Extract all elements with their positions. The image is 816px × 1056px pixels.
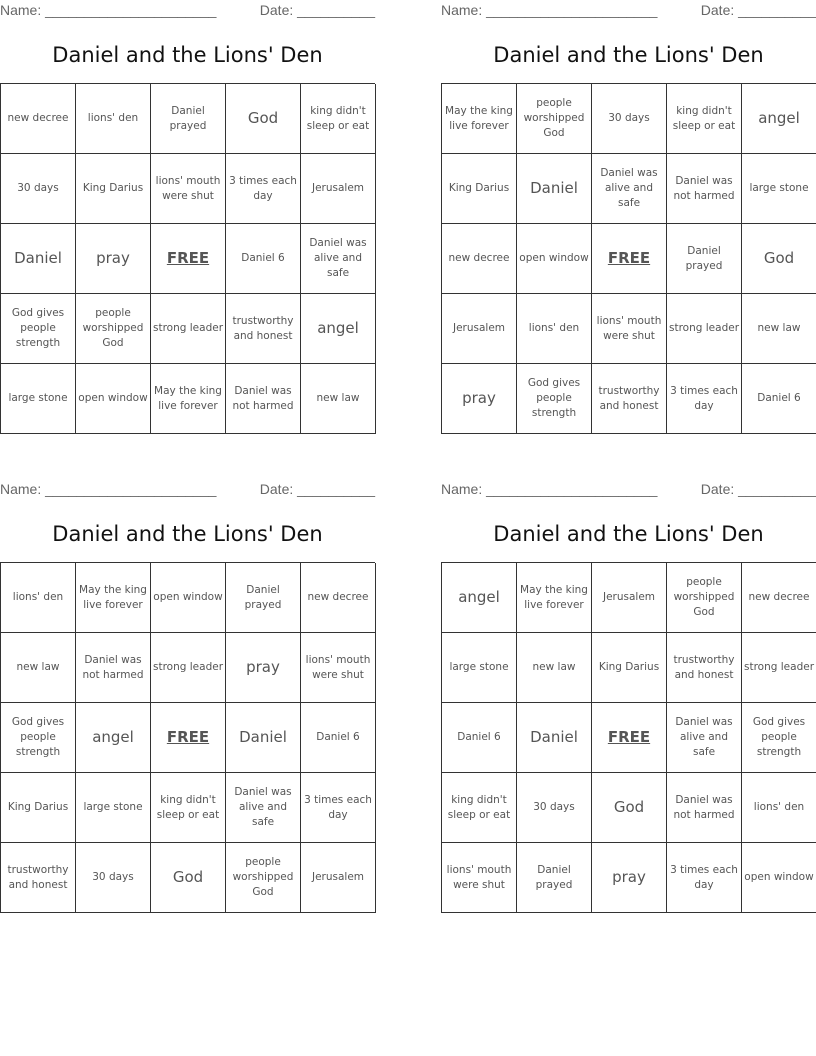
bingo-grid	[441, 83, 816, 434]
bingo-cell: 3 times each day	[301, 773, 376, 843]
bingo-cell: Daniel was not harmed	[667, 154, 742, 224]
bingo-cell: Jerusalem	[592, 563, 667, 633]
bingo-cell: open window	[517, 224, 592, 294]
date-field-label: Date: __________	[259, 481, 375, 497]
bingo-cell: God gives people strength	[742, 703, 816, 773]
bingo-cell: Daniel was alive and safe	[226, 773, 301, 843]
name-date-line	[0, 0, 375, 22]
name-field-label: Name: ______________________	[441, 2, 658, 18]
bingo-cell: new law	[1, 633, 76, 703]
bingo-card-4	[441, 479, 816, 891]
bingo-cell: God	[742, 224, 816, 294]
bingo-cell: Daniel 6	[226, 224, 301, 294]
bingo-cell: Daniel prayed	[667, 224, 742, 294]
bingo-cell: pray	[592, 843, 667, 913]
bingo-cell: open window	[742, 843, 816, 913]
bingo-cell: angel	[742, 84, 816, 154]
date-field-label: Date: __________	[700, 2, 816, 18]
bingo-cell: God	[151, 843, 226, 913]
bingo-cell: Daniel was alive and safe	[667, 703, 742, 773]
bingo-cell: 3 times each day	[667, 843, 742, 913]
bingo-cell: new law	[517, 633, 592, 703]
bingo-cell: people worshipped God	[76, 294, 151, 364]
bingo-cell: Daniel	[1, 224, 76, 294]
bingo-cell: angel	[442, 563, 517, 633]
bingo-cell: king didn't sleep or eat	[151, 773, 226, 843]
card-title: Daniel and the Lions' Den	[493, 522, 764, 546]
bingo-cell: King Darius	[1, 773, 76, 843]
date-field-label: Date: __________	[259, 2, 375, 18]
bingo-cell: king didn't sleep or eat	[667, 84, 742, 154]
bingo-cell: lions' den	[1, 563, 76, 633]
bingo-cell: Daniel was not harmed	[76, 633, 151, 703]
bingo-cell: 30 days	[517, 773, 592, 843]
bingo-cell: 30 days	[1, 154, 76, 224]
bingo-cell: Daniel was alive and safe	[301, 224, 376, 294]
bingo-cell: lions' den	[517, 294, 592, 364]
bingo-cell: Daniel 6	[742, 364, 816, 434]
bingo-grid	[0, 83, 375, 434]
bingo-cell: Daniel was not harmed	[226, 364, 301, 434]
bingo-cell: Daniel 6	[301, 703, 376, 773]
bingo-cell: new law	[301, 364, 376, 434]
bingo-card-2	[441, 0, 816, 419]
free-space-cell: FREE	[151, 703, 226, 773]
bingo-cell: new decree	[1, 84, 76, 154]
bingo-cell: Daniel prayed	[151, 84, 226, 154]
bingo-cell: lions' den	[742, 773, 816, 843]
bingo-cell: open window	[151, 563, 226, 633]
bingo-cell: Jerusalem	[301, 154, 376, 224]
bingo-cell: strong leader	[151, 633, 226, 703]
bingo-cell: new decree	[742, 563, 816, 633]
bingo-cell: Jerusalem	[442, 294, 517, 364]
bingo-cell: large stone	[1, 364, 76, 434]
bingo-cell: pray	[76, 224, 151, 294]
bingo-cell: lions' mouth were shut	[442, 843, 517, 913]
name-field-label: Name: ______________________	[0, 481, 217, 497]
bingo-cell: Daniel prayed	[226, 563, 301, 633]
bingo-cell: trustworthy and honest	[1, 843, 76, 913]
name-field-label: Name: ______________________	[0, 2, 217, 18]
bingo-cell: May the king live forever	[76, 563, 151, 633]
bingo-cell: Jerusalem	[301, 843, 376, 913]
bingo-cell: trustworthy and honest	[592, 364, 667, 434]
bingo-cell: 3 times each day	[667, 364, 742, 434]
bingo-cell: Daniel	[517, 154, 592, 224]
bingo-cell: new decree	[301, 563, 376, 633]
bingo-cell: May the king live forever	[517, 563, 592, 633]
bingo-cell: pray	[226, 633, 301, 703]
bingo-cell: trustworthy and honest	[226, 294, 301, 364]
bingo-cell: large stone	[742, 154, 816, 224]
bingo-cell: May the king live forever	[442, 84, 517, 154]
bingo-cell: Daniel	[517, 703, 592, 773]
name-date-line	[0, 479, 375, 501]
bingo-cell: God	[592, 773, 667, 843]
bingo-cell: strong leader	[742, 633, 816, 703]
bingo-cell: God gives people strength	[1, 703, 76, 773]
bingo-cell: angel	[76, 703, 151, 773]
bingo-cell: pray	[442, 364, 517, 434]
bingo-cell: trustworthy and honest	[667, 633, 742, 703]
name-date-line	[441, 0, 816, 22]
bingo-cell: large stone	[76, 773, 151, 843]
free-space-cell: FREE	[592, 224, 667, 294]
free-space-cell: FREE	[151, 224, 226, 294]
bingo-cell: lions' mouth were shut	[301, 633, 376, 703]
bingo-cell: people worshipped God	[517, 84, 592, 154]
bingo-cell: King Darius	[442, 154, 517, 224]
card-title: Daniel and the Lions' Den	[52, 522, 323, 546]
bingo-cell: King Darius	[592, 633, 667, 703]
bingo-cell: Daniel prayed	[517, 843, 592, 913]
bingo-card-1	[0, 0, 375, 412]
bingo-cell: strong leader	[151, 294, 226, 364]
bingo-cell: new decree	[442, 224, 517, 294]
bingo-cell: lions' den	[76, 84, 151, 154]
bingo-cell: people worshipped God	[226, 843, 301, 913]
bingo-cell: Daniel 6	[442, 703, 517, 773]
bingo-cell: 30 days	[592, 84, 667, 154]
bingo-cell: strong leader	[667, 294, 742, 364]
bingo-cell: Daniel	[226, 703, 301, 773]
bingo-cell: large stone	[442, 633, 517, 703]
bingo-cell: open window	[76, 364, 151, 434]
bingo-cell: Daniel was not harmed	[667, 773, 742, 843]
bingo-cell: lions' mouth were shut	[592, 294, 667, 364]
bingo-cell: God gives people strength	[517, 364, 592, 434]
free-space-cell: FREE	[592, 703, 667, 773]
bingo-cell: God	[226, 84, 301, 154]
bingo-cell: king didn't sleep or eat	[301, 84, 376, 154]
name-field-label: Name: ______________________	[441, 481, 658, 497]
bingo-cell: King Darius	[76, 154, 151, 224]
bingo-cell: 3 times each day	[226, 154, 301, 224]
bingo-card-3	[0, 479, 375, 898]
name-date-line	[441, 479, 816, 501]
card-title: Daniel and the Lions' Den	[52, 43, 323, 67]
date-field-label: Date: __________	[700, 481, 816, 497]
bingo-grid	[0, 562, 375, 913]
bingo-cell: king didn't sleep or eat	[442, 773, 517, 843]
bingo-cell: people worshipped God	[667, 563, 742, 633]
bingo-cell: May the king live forever	[151, 364, 226, 434]
bingo-cell: angel	[301, 294, 376, 364]
bingo-cell: God gives people strength	[1, 294, 76, 364]
bingo-cell: 30 days	[76, 843, 151, 913]
bingo-grid	[441, 562, 816, 913]
card-title: Daniel and the Lions' Den	[493, 43, 764, 67]
bingo-cell: lions' mouth were shut	[151, 154, 226, 224]
bingo-cell: Daniel was alive and safe	[592, 154, 667, 224]
bingo-cell: new law	[742, 294, 816, 364]
